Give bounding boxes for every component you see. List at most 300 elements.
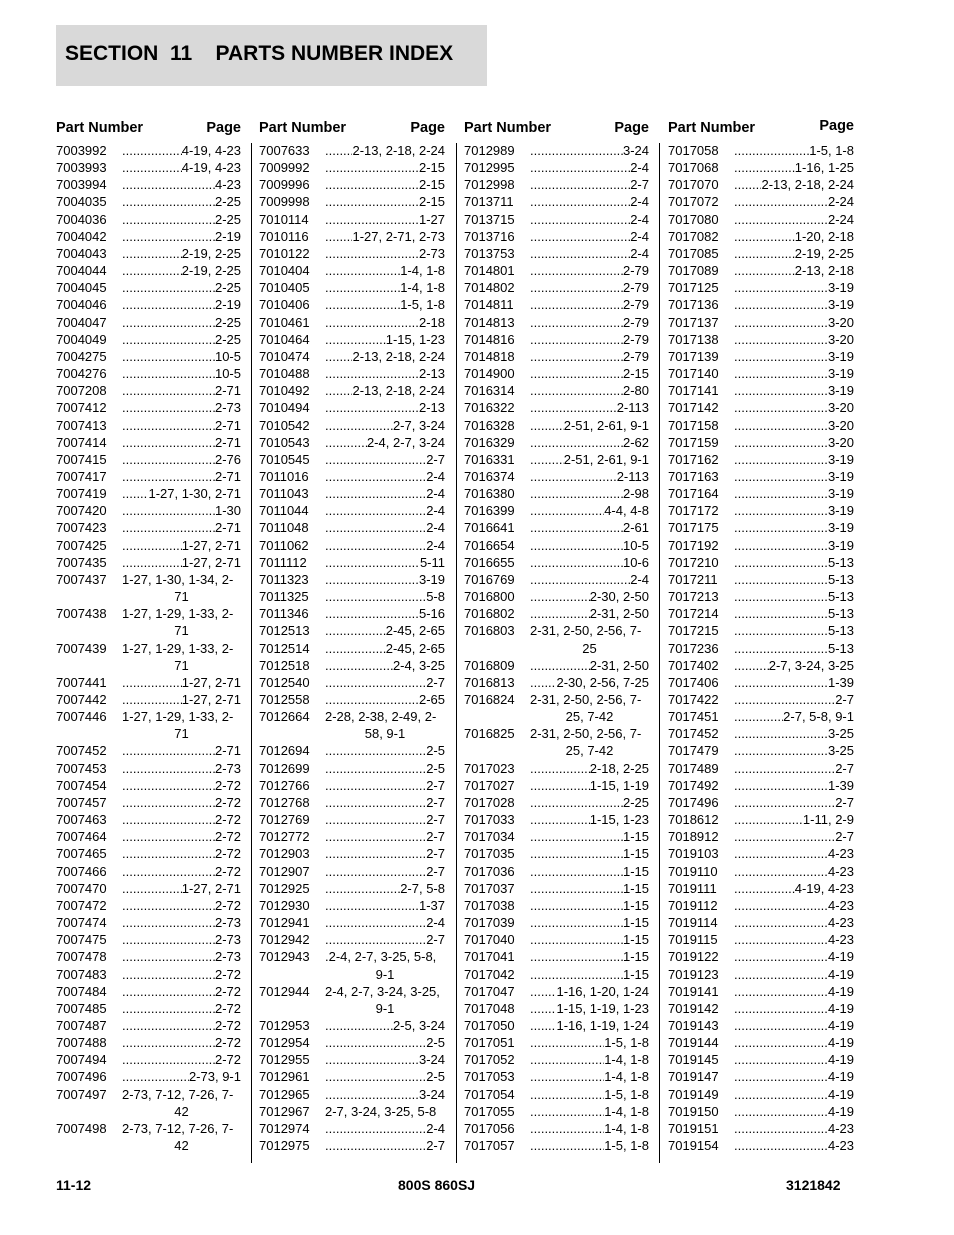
page-reference: 2-7 <box>426 794 445 810</box>
index-entry <box>56 519 241 536</box>
part-number: 7012907 <box>259 863 310 879</box>
page-reference: 2-4 <box>630 571 649 587</box>
dot-leader <box>122 931 215 948</box>
part-number: 7017082 <box>668 228 719 244</box>
dot-leader <box>530 1086 604 1103</box>
part-number: 7017042 <box>464 966 515 982</box>
index-entry <box>464 1120 649 1137</box>
footer-page-number: 11-12 <box>56 1177 92 1193</box>
page-reference: 4-23 <box>827 846 854 862</box>
index-entry <box>668 966 854 983</box>
page-reference: 2-79 <box>622 280 649 296</box>
index-entry <box>259 382 445 399</box>
page-reference: 2-19, 2-25 <box>181 245 241 261</box>
part-number: 7017089 <box>668 263 719 279</box>
part-number-header: Part Number <box>259 120 347 136</box>
page-reference: 3-19 <box>827 486 854 502</box>
dot-leader <box>325 245 419 262</box>
dot-leader <box>325 296 400 313</box>
dot-leader <box>734 845 828 862</box>
page-reference: 2-7 <box>630 177 649 193</box>
dot-leader <box>530 365 623 382</box>
page-reference: 2-45, 2-65 <box>385 640 445 656</box>
index-entry <box>259 880 445 897</box>
dot-leader <box>325 1051 419 1068</box>
index-entry <box>464 399 649 416</box>
page-reference: 2-25 <box>214 280 241 296</box>
dot-leader <box>734 399 828 416</box>
dot-leader <box>530 966 623 983</box>
part-number: 7014811 <box>464 297 514 313</box>
page-reference: 2-7, 5-8 <box>400 880 445 896</box>
part-number: 7003994 <box>56 177 107 193</box>
dot-leader <box>325 863 426 880</box>
dot-leader <box>325 417 393 434</box>
dot-leader <box>530 399 617 416</box>
page-reference: 2-31, 2-50, 2-56, 7- 25, 7-42 <box>530 692 642 725</box>
part-number: 7012953 <box>259 1017 310 1033</box>
page-reference: 1-5, 1-8 <box>400 297 445 313</box>
page-reference: 4-19, 4-23 <box>181 160 241 176</box>
page-reference: 2-7 <box>835 794 854 810</box>
index-entry <box>464 914 649 931</box>
page-reference: 2-4 <box>630 194 649 210</box>
page-reference: 2-7 <box>426 812 445 828</box>
page-reference: 10-6 <box>622 554 649 570</box>
dot-leader <box>122 742 215 759</box>
part-number: 7004276 <box>56 366 107 382</box>
part-number: 7016825 <box>464 726 515 742</box>
page-reference: .2-4, 2-7, 3-25, 5-8, 9-1 <box>325 949 437 982</box>
part-number: 7007453 <box>56 760 107 776</box>
part-number: 7012925 <box>259 880 310 896</box>
dot-leader <box>530 262 623 279</box>
page-reference: 2-31, 2-50, 2-56, 7- 25, 7-42 <box>530 726 642 759</box>
dot-leader <box>122 897 215 914</box>
dot-leader <box>325 519 426 536</box>
page-reference: 2-13 <box>418 400 445 416</box>
dot-leader <box>325 1137 426 1154</box>
index-entry <box>56 948 241 965</box>
part-number: 7017141 <box>668 383 719 399</box>
part-number: 7012930 <box>259 897 310 913</box>
part-number: 7017027 <box>464 777 515 793</box>
part-number: 7016641 <box>464 520 515 536</box>
index-entry <box>464 794 649 811</box>
part-number: 7016813 <box>464 674 515 690</box>
part-number: 7017158 <box>668 417 719 433</box>
index-entry <box>464 485 649 502</box>
part-number-header: Part Number <box>56 120 144 136</box>
page-reference: 1-39 <box>827 674 854 690</box>
index-entry <box>668 708 854 725</box>
dot-leader <box>325 554 420 571</box>
page-reference: 2-7 <box>835 760 854 776</box>
dot-leader <box>530 863 623 880</box>
page-reference: 2-71 <box>214 417 241 433</box>
dot-leader <box>734 983 828 1000</box>
part-number: 7012995 <box>464 160 515 176</box>
index-entry <box>56 382 241 399</box>
page-reference: 1-27, 2-71 <box>181 674 241 690</box>
index-entry <box>668 1017 854 1034</box>
page-reference: 3-20 <box>827 400 854 416</box>
page-reference: 2-4 <box>630 211 649 227</box>
page-reference: 5-13 <box>827 589 854 605</box>
dot-leader <box>325 142 352 159</box>
page-reference: 1-37 <box>418 897 445 913</box>
dot-leader <box>122 948 215 965</box>
part-number: 7017034 <box>464 829 515 845</box>
page-reference: 3-19 <box>827 297 854 313</box>
part-number: 7011323 <box>259 571 309 587</box>
page-reference: 3-24 <box>418 1052 445 1068</box>
dot-leader <box>325 1017 393 1034</box>
dot-leader <box>325 622 386 639</box>
index-entry <box>56 279 241 296</box>
index-entry <box>668 176 854 193</box>
index-entry <box>56 708 241 742</box>
dot-leader <box>325 468 426 485</box>
dot-leader <box>734 1034 828 1051</box>
dot-leader <box>122 314 215 331</box>
page-reference: 1-15 <box>622 863 649 879</box>
index-entry <box>259 1017 445 1034</box>
part-number: 7018612 <box>668 812 719 828</box>
page-reference: 1-27, 2-71 <box>181 537 241 553</box>
part-number: 7004035 <box>56 194 107 210</box>
part-number: 7010474 <box>259 348 310 364</box>
page-reference: 2-25 <box>622 794 649 810</box>
index-entry <box>464 760 649 777</box>
part-number: 7007497 <box>56 1086 107 1102</box>
page-reference: 1-27 <box>418 211 445 227</box>
part-number: 7007457 <box>56 794 107 810</box>
dot-leader <box>734 1103 828 1120</box>
index-rows <box>464 142 649 1154</box>
footer-doc-number: 3121842 <box>786 1177 841 1193</box>
index-entry <box>464 228 649 245</box>
dot-leader <box>734 296 828 313</box>
index-entry <box>259 314 445 331</box>
page-reference: 1-15 <box>622 915 649 931</box>
page-reference: 2-79 <box>622 314 649 330</box>
dot-leader <box>325 1068 426 1085</box>
part-number: 7017213 <box>668 589 719 605</box>
part-number: 7017038 <box>464 897 515 913</box>
part-number: 7017036 <box>464 863 515 879</box>
index-entry <box>668 537 854 554</box>
index-entry <box>668 159 854 176</box>
page-reference: 4-19 <box>827 1069 854 1085</box>
page-reference: 2-7 <box>426 777 445 793</box>
page-header: Page <box>410 120 445 136</box>
part-number: 7009996 <box>259 177 310 193</box>
part-number: 7004047 <box>56 314 107 330</box>
page-reference: 2-30, 2-56, 7-25 <box>556 674 649 690</box>
index-entry <box>259 845 445 862</box>
page-reference: 1-15 <box>622 897 649 913</box>
dot-leader <box>122 537 182 554</box>
dot-leader <box>325 605 419 622</box>
index-entry <box>464 451 649 468</box>
index-entry <box>464 142 649 159</box>
part-number: 7007423 <box>56 520 107 536</box>
dot-leader <box>325 382 352 399</box>
part-number: 7017422 <box>668 692 719 707</box>
index-entry <box>259 228 445 245</box>
index-entry <box>668 245 854 262</box>
index-entry <box>259 331 445 348</box>
part-number: 7017023 <box>464 760 515 776</box>
index-entry <box>56 211 241 228</box>
dot-leader <box>325 211 419 228</box>
part-number: 7012955 <box>259 1052 310 1068</box>
part-number: 7016769 <box>464 571 515 587</box>
page-reference: 2-13 <box>418 366 445 382</box>
part-number: 7007485 <box>56 1000 107 1016</box>
page-reference: 5-8 <box>426 589 445 605</box>
part-number: 7019143 <box>668 1017 719 1033</box>
dot-leader <box>325 742 426 759</box>
index-entry <box>668 1034 854 1051</box>
index-column-1 <box>56 118 241 1154</box>
dot-leader <box>122 983 215 1000</box>
page-reference: 1-20, 2-18 <box>794 228 854 244</box>
part-number: 7012965 <box>259 1086 310 1102</box>
index-entry <box>464 983 649 1000</box>
index-entry <box>668 211 854 228</box>
index-entry <box>259 1034 445 1051</box>
part-number: 7017051 <box>464 1035 515 1051</box>
dot-leader <box>122 1034 215 1051</box>
index-entry <box>464 279 649 296</box>
part-number: 7017211 <box>668 571 718 587</box>
page-reference: 3-19 <box>827 537 854 553</box>
index-entry <box>464 537 649 554</box>
dot-leader <box>122 828 215 845</box>
part-number: 7010116 <box>259 228 309 244</box>
index-entry <box>464 811 649 828</box>
part-number: 7017037 <box>464 880 515 896</box>
page-reference: 4-19 <box>827 1103 854 1119</box>
index-entry <box>56 983 241 1000</box>
page-reference: 2-7 <box>426 674 445 690</box>
dot-leader <box>530 845 623 862</box>
page-reference: 2-19 <box>214 228 241 244</box>
index-entry <box>668 571 854 588</box>
page-reference: 2-15 <box>418 160 445 176</box>
part-number: 7019142 <box>668 1000 719 1016</box>
page-reference: 10-5 <box>214 366 241 382</box>
part-number: 7014802 <box>464 280 515 296</box>
dot-leader <box>122 519 215 536</box>
index-entry <box>464 948 649 965</box>
index-entry <box>464 1103 649 1120</box>
page-reference: 1-15, 1-19 <box>589 777 649 793</box>
dot-leader <box>122 811 215 828</box>
dot-leader <box>734 708 783 725</box>
page-reference: 2-98 <box>622 486 649 502</box>
index-entry <box>668 1000 854 1017</box>
page-reference: 2-73, 7-12, 7-26, 7- 42 <box>122 1120 234 1154</box>
part-number: 7017125 <box>668 280 719 296</box>
part-number-header: Part Number <box>464 120 552 136</box>
part-number: 7016322 <box>464 400 515 416</box>
part-number: 7016824 <box>464 692 515 707</box>
part-number: 7017055 <box>464 1103 515 1119</box>
index-entry <box>464 966 649 983</box>
dot-leader <box>122 451 215 468</box>
part-number: 7017175 <box>668 520 719 536</box>
dot-leader <box>530 228 630 245</box>
page-reference: 1-5, 1-8 <box>604 1138 649 1154</box>
column-header <box>668 118 854 142</box>
index-column-2 <box>259 118 445 1154</box>
index-entry <box>668 314 854 331</box>
page-reference: 2-4 <box>426 520 445 536</box>
page-reference: 2-31, 2-50 <box>589 657 649 673</box>
dot-leader <box>325 451 426 468</box>
column-header <box>56 118 241 142</box>
page-reference: 2-45, 2-65 <box>385 623 445 639</box>
part-number: 7012772 <box>259 829 310 845</box>
index-entry <box>259 1120 445 1137</box>
part-number: 7007446 <box>56 709 107 725</box>
dot-leader <box>530 794 623 811</box>
part-number: 7017047 <box>464 983 515 999</box>
page-reference: 1-27, 1-29, 1-33, 2- 71 <box>122 709 234 742</box>
index-entry <box>259 1051 445 1068</box>
part-number: 7010464 <box>259 331 310 347</box>
page-reference: 3-20 <box>827 331 854 347</box>
dot-leader <box>530 588 590 605</box>
index-entry <box>259 948 445 982</box>
dot-leader <box>122 331 215 348</box>
part-number: 7016803 <box>464 623 515 639</box>
dot-leader <box>122 863 215 880</box>
index-entry <box>259 571 445 588</box>
index-entry <box>668 554 854 571</box>
index-entry <box>56 399 241 416</box>
dot-leader <box>122 966 215 983</box>
index-entry <box>56 863 241 880</box>
page-reference: 5-16 <box>418 606 445 622</box>
page-reference: 4-23 <box>827 1138 854 1154</box>
index-entry <box>464 1034 649 1051</box>
part-number: 7010542 <box>259 417 310 433</box>
index-entry <box>56 262 241 279</box>
index-entry <box>464 605 649 622</box>
index-entry <box>259 519 445 536</box>
index-entry <box>668 760 854 777</box>
page-reference: 5-13 <box>827 640 854 656</box>
dot-leader <box>325 828 426 845</box>
index-entry <box>259 657 445 674</box>
page-reference: 3-19 <box>827 280 854 296</box>
page-reference: 2-4 <box>630 245 649 261</box>
part-number: 7009998 <box>259 194 310 210</box>
index-entry <box>464 417 649 434</box>
index-entry <box>668 1068 854 1085</box>
index-entry <box>668 880 854 897</box>
page-reference: 4-19, 4-23 <box>181 143 241 158</box>
page-reference: 1-15 <box>622 880 649 896</box>
dot-leader <box>734 742 828 759</box>
dot-leader <box>734 314 828 331</box>
page-reference: 3-20 <box>827 434 854 450</box>
index-entry <box>259 897 445 914</box>
part-number: 7010545 <box>259 451 310 467</box>
index-entry <box>56 914 241 931</box>
page-reference: 2-18 <box>418 314 445 330</box>
dot-leader <box>530 348 623 365</box>
page-reference: 4-19 <box>827 1017 854 1033</box>
index-entry <box>464 725 649 759</box>
dot-leader <box>734 434 828 451</box>
page-reference: 2-72 <box>214 829 241 845</box>
part-number: 7013716 <box>464 228 515 244</box>
index-entry <box>668 331 854 348</box>
page-header: Page <box>819 118 854 134</box>
page-reference: 2-4, 2-7, 3-24, 3-25, 9-1 <box>325 983 440 1016</box>
page-reference: 2-51, 2-61, 9-1 <box>563 451 649 467</box>
page-reference: 1-11, 2-9 <box>802 812 854 828</box>
part-number: 7007466 <box>56 863 107 879</box>
page-reference: 3-19 <box>827 348 854 364</box>
page-reference: 1-15 <box>622 932 649 948</box>
index-entry <box>56 1051 241 1068</box>
dot-leader <box>734 811 803 828</box>
page-reference: 2-5 <box>426 1069 445 1085</box>
page-reference: 10-5 <box>214 348 241 364</box>
part-number: 7017072 <box>668 194 719 210</box>
dot-leader <box>122 845 215 862</box>
dot-leader <box>325 640 386 657</box>
part-number: 7017138 <box>668 331 719 347</box>
dot-leader <box>530 931 623 948</box>
page-reference: 4-19 <box>827 983 854 999</box>
dot-leader <box>325 914 426 931</box>
index-entry <box>56 502 241 519</box>
dot-leader <box>122 417 215 434</box>
part-number: 7010405 <box>259 280 310 296</box>
dot-leader <box>122 1051 215 1068</box>
part-number: 7010543 <box>259 434 310 450</box>
page-reference: 2-72 <box>214 1035 241 1051</box>
page-reference: 2-7, 3-24, 3-25, 5-8 <box>325 1103 437 1119</box>
dot-leader <box>734 828 835 845</box>
index-entry <box>259 434 445 451</box>
dot-leader <box>530 828 623 845</box>
part-number: 7007483 <box>56 966 107 982</box>
part-number: 7007442 <box>56 692 107 707</box>
page-reference: 2-4, 3-25 <box>392 657 445 673</box>
page-reference: 2-5 <box>426 1035 445 1051</box>
part-number-header: Part Number <box>668 120 756 136</box>
index-entry <box>668 605 854 622</box>
page-reference: 1-4, 1-8 <box>400 280 445 296</box>
page-reference: 1-27, 2-71, 2-73 <box>352 228 445 244</box>
part-number: 7014813 <box>464 314 515 330</box>
part-number: 7004043 <box>56 245 107 261</box>
part-number: 7017139 <box>668 348 719 364</box>
part-number: 7017162 <box>668 451 719 467</box>
index-entry <box>668 262 854 279</box>
index-entry <box>56 1000 241 1017</box>
part-number: 7012540 <box>259 674 310 690</box>
index-entry <box>668 863 854 880</box>
